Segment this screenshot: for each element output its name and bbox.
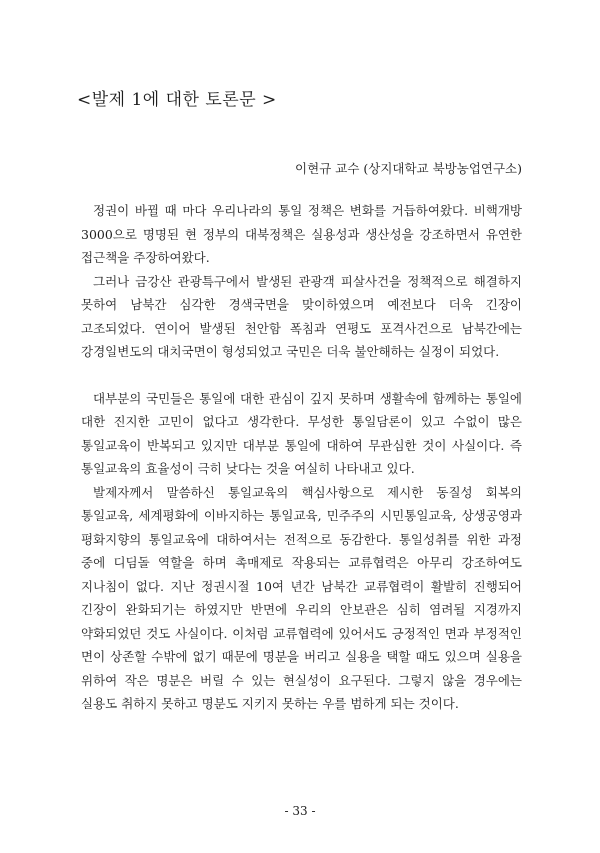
document-body (81, 199, 522, 716)
author-line: 이현규 교수 (상지대학교 북방농업연구소) (295, 161, 522, 176)
page-number: - 33 - (284, 804, 316, 818)
paragraph-1: 정권이 바뀔 때 마다 우리나라의 통일 정책은 변화를 거듭하여왔다. 비핵개방 3000으로 명명된 현 정부의 대북정책은 실용성과 생산성을 강조하면서 유연한 접근책을 주장하여왔다. (81, 203, 522, 265)
paragraph-2: 그러나 금강산 관광특구에서 발생된 관광객 피살사건을 정책적으로 해결하지 못하여 남북간 심각한 경색국면을 맞이하였으며 예전보다 더욱 긴장이 고조되었다. 연이어 발생된 천안함 폭침과 연평도 포격사건으로 남북간에는 강경일변도의 대치국면이 형성되었고 국민은 더욱 불안해하는 실정이 되었다. (81, 273, 522, 359)
paragraph-3: 대부분의 국민들은 통일에 대한 관심이 깊지 못하며 생활속에 함께하는 통일에 대한 진지한 고민이 없다고 생각한다. 무성한 통일담론이 있고 수없이 많은 통일교육이 반복되고 있지만 대부분 통일에 대하여 무관심한 것이 사실이다. 즉 통일교육의 효율성이 극히 낮다는 것을 여실히 나타내고 있다. (81, 390, 522, 476)
document-title: <발제 1에 대한 토론문 > (77, 90, 277, 110)
paragraph-4: 발제자께서 말씀하신 통일교육의 핵심사항으로 제시한 동질성 회복의 통일교육, 세계평화에 이바지하는 통일교육, 민주주의 시민통일교육, 상생공영과 평화지향의 통일교육에 대하여서는 전적으로 동감한다. 통일성취를 위한 과정 중에 디딤돌 역할을 하며 촉매제로 작용되는 교류협력은 아무리 강조하여도 지나침이 없다. 지난 정권시절 10여 년간 남북간 교류협력이 활발히 진행되어 긴장이 완화되기는 하였지만 반면에 우리의 안보관은 심히 염려될 지경까지 약화되었던 것도 사실이다. 이처럼 교류협력에 있어서도 긍정적인 면과 부정적인 면이 상존할 수밖에 없기 때문에 명분을 버리고 실용을 택할 때도 있으며 실용을 위하여 작은 명분은 버릴 수 있는 현실성이 요구된다. 그렇지 않을 경우에는 실용도 취하지 못하고 명분도 지키지 못하는 우를 범하게 되는 것이다. (81, 484, 522, 711)
